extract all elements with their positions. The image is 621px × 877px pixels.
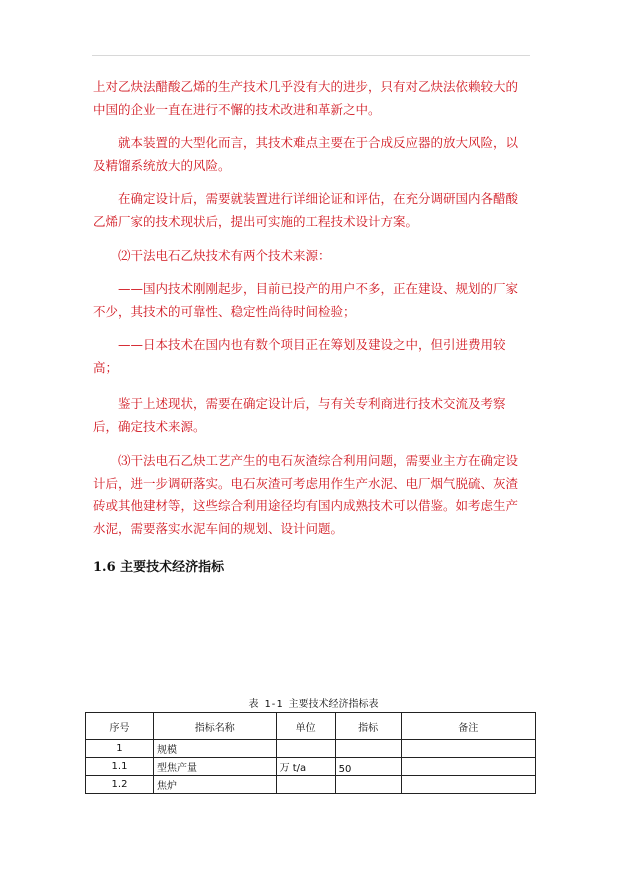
table-row [86, 776, 536, 794]
header-seq: 序号 [86, 713, 154, 740]
table-caption: 表 1-1 主要技术经济指标表 [248, 699, 379, 710]
paragraph-1: 上对乙炔法醋酸乙烯的生产技术几乎没有大的进步，只有对乙炔法依赖较大的中国的企业一直在进行不懈的技术改进和革新之中。 [93, 79, 519, 117]
spec-table [85, 712, 536, 794]
cell-name: 规模 [153, 740, 276, 758]
header-unit: 单位 [276, 713, 335, 740]
cell-value [335, 740, 401, 758]
paragraph-2: 就本装置的大型化而言，其技术难点主要在于合成反应器的放大风险，以及精馏系统放大的风险。 [93, 135, 519, 173]
cell-remark [401, 776, 535, 794]
paragraph-3: 在确定设计后，需要就装置进行详细论证和评估，在充分调研国内各醋酸乙烯厂家的技术现状后，提出可实施的工程技术设计方案。 [93, 191, 519, 229]
cell-unit: 万 t/a [276, 758, 335, 776]
paragraph-5: ——国内技术刚刚起步，目前已投产的用户不多，正在建设、规划的厂家不少，其技术的可靠性、稳定性尚待时间检验； [93, 281, 519, 319]
paragraph-4: ⑵干法电石乙炔技术有两个技术来源： [118, 248, 331, 263]
cell-seq: 1 [86, 740, 154, 758]
paragraph-8: ⑶干法电石乙炔工艺产生的电石灰渣综合利用问题，需要业主方在确定设计后，进一步调研落实。电石灰渣可考虑用作生产水泥、电厂烟气脱硫、灰渣砖或其他建材等，这些综合利用途径均有国内成熟技术可以借鉴。如考虑生产水泥，需要落实水泥车间的规划、设计问题。 [93, 453, 519, 536]
paragraph-6: ——日本技术在国内也有数个项目正在筹划及建设之中，但引进费用较高； [93, 337, 506, 375]
section-heading: 1.6 主要技术经济指标 [93, 560, 225, 575]
header-name: 指标名称 [153, 713, 276, 740]
cell-seq: 1.2 [86, 776, 154, 794]
table-row [86, 758, 536, 776]
cell-name: 焦炉 [153, 776, 276, 794]
header-remark: 备注 [401, 713, 535, 740]
header-value: 指标 [335, 713, 401, 740]
cell-unit [276, 740, 335, 758]
header-rule [92, 55, 530, 56]
table-row [86, 740, 536, 758]
cell-name: 型焦产量 [153, 758, 276, 776]
cell-value [335, 776, 401, 794]
cell-remark [401, 740, 535, 758]
cell-seq: 1.1 [86, 758, 154, 776]
cell-unit [276, 776, 335, 794]
paragraph-7: 鉴于上述现状，需要在确定设计后，与有关专利商进行技术交流及考察后，确定技术来源。 [93, 396, 506, 434]
cell-remark [401, 758, 535, 776]
cell-value: 50 [335, 758, 401, 776]
table-header-row [86, 713, 536, 740]
